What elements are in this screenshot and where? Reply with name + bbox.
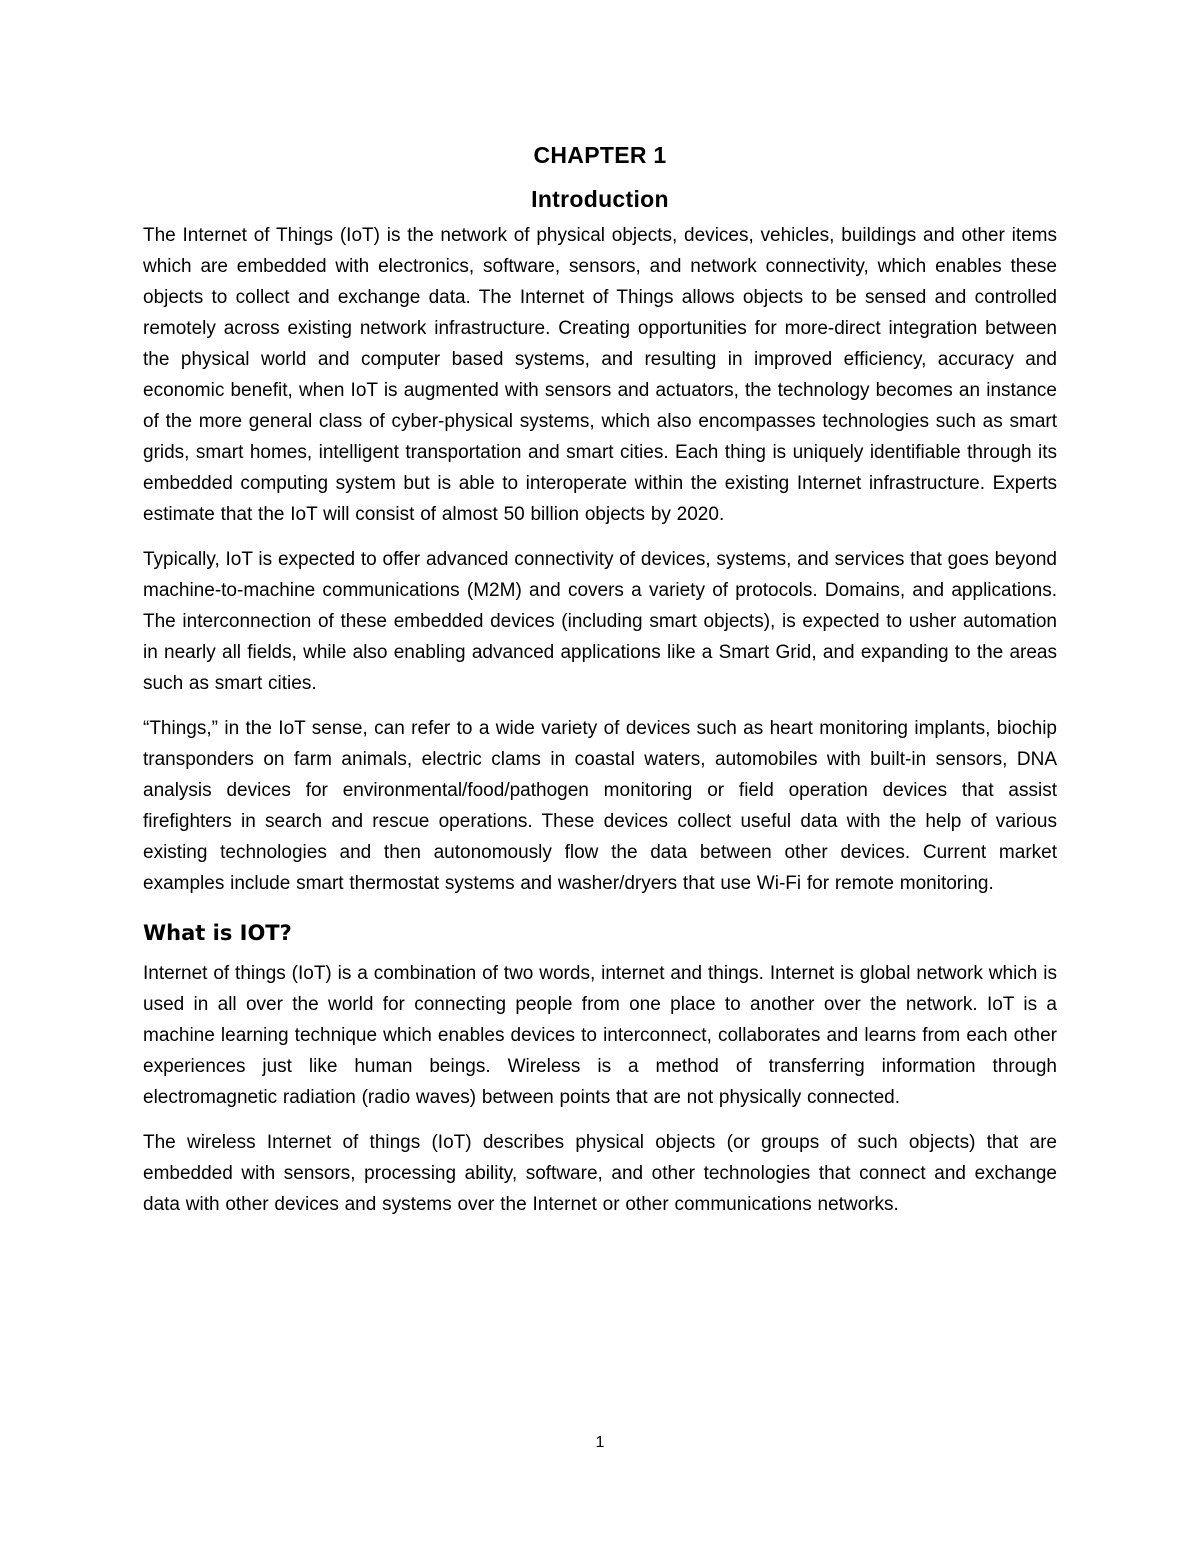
paragraph-intro-1: The Internet of Things (IoT) is the network of physical objects, devices, vehicles, buildings and other items which are embedded with electronics, software, sensors, and network connectivity, which enables these objects to collect and exchange data. The Internet of Things allows objects to be sensed and controlled remotely across existing network infrastructure. Creating opportunities for more-direct integration between the physical world and computer based systems, and resulting in improved efficiency, accuracy and economic benefit, when IoT is augmented with sensors and actuators, the technology becomes an instance of the more general class of cyber-physical systems, which also encompasses technologies such as smart grids, smart homes, intelligent transportation and smart cities. Each thing is uniquely identifiable through its embedded computing system but is able to interoperate within the existing Internet infrastructure. Experts estimate that the IoT will consist of almost 50 billion objects by 2020. (143, 225, 1057, 525)
paragraph-intro-2: Typically, IoT is expected to offer advanced connectivity of devices, systems, and services that goes beyond machine-to-machine communications (M2M) and covers a variety of protocols. Domains, and applications. The interconnection of these embedded devices (including smart objects), is expected to usher automation in nearly all fields, while also enabling advanced applications like a Smart Grid, and expanding to the areas such as smart cities. (143, 549, 1057, 694)
paragraph-what-2: The wireless Internet of things (IoT) describes physical objects (or groups of such objects) that are embedded with sensors, processing ability, software, and other technologies that connect and exchange data with other devices and systems over the Internet or other communications networks. (143, 1132, 1057, 1215)
page-content (143, 138, 1057, 1220)
paragraph-intro-3: “Things,” in the IoT sense, can refer to a wide variety of devices such as heart monitoring implants, biochip transponders on farm animals, electric clams in coastal waters, automobiles with built-in sensors, DNA analysis devices for environmental/food/pathogen monitoring or field operation devices that assist firefighters in search and rescue operations. These devices collect useful data with the help of various existing technologies and then autonomously flow the data between other devices. Current market examples include smart thermostat systems and washer/dryers that use Wi-Fi for remote monitoring. (143, 718, 1057, 894)
subheading-what-is-iot: What is IOT? (143, 921, 292, 945)
section-title: Introduction (531, 186, 669, 212)
paragraph-what-1: Internet of things (IoT) is a combination of two words, internet and things. Internet is global network which is used in all over the world for connecting people from one place to another over the network. IoT is a machine learning technique which enables devices to interconnect, collaborates and learns from each other experiences just like human beings. Wireless is a method of transferring information through electromagnetic radiation (radio waves) between points that are not physically connected. (143, 963, 1057, 1108)
page-number: 1 (595, 1434, 605, 1451)
chapter-label: CHAPTER 1 (533, 142, 667, 168)
